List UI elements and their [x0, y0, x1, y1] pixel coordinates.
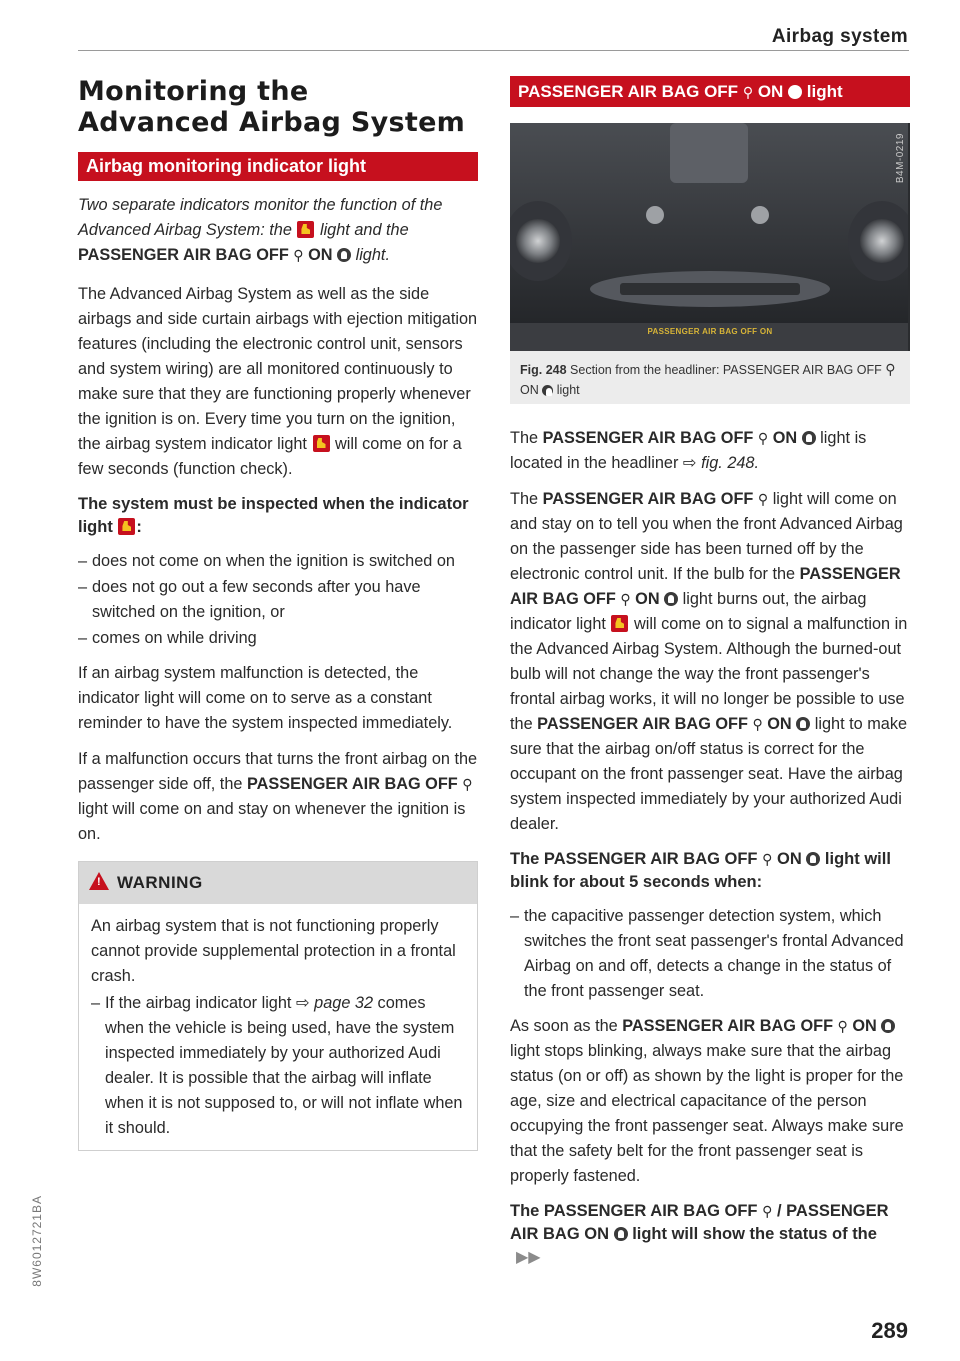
- airbag-indicator-icon: [297, 221, 314, 238]
- passenger-icon: ⚲: [293, 247, 304, 263]
- blink-subhead: The PASSENGER AIR BAG OFF ⚲ ON light will blink for about 5 seconds when:: [510, 850, 891, 891]
- airbag-on-icon: [337, 248, 351, 262]
- warning-text: An airbag system that is not functioning properly cannot provide supplemental protection in a frontal crash.: [91, 917, 456, 985]
- margin-code: 8W6012721BA: [30, 1195, 44, 1287]
- headliner-image: [510, 123, 910, 351]
- airbag-on-icon: [614, 1227, 628, 1241]
- page-title: [78, 76, 478, 138]
- warning-list: [91, 991, 465, 1141]
- paragraph-malfunction: If an airbag system malfunction is detected, the indicator light will come on to serve as a constant reminder to have the system inspected immediately.: [78, 664, 453, 732]
- passenger-icon: ⚲: [620, 591, 631, 607]
- airbag-on-icon: [881, 1019, 895, 1033]
- list-item: – If the airbag indicator light ⇨ page 32 comes when the vehicle is being used, have the system inspected immediately by your authorized Audi dealer. It is possible that the airbag will inflate when it is not supposed to, or will not inflate when it should.: [91, 991, 465, 1141]
- passenger-icon: ⚲: [757, 491, 769, 507]
- headliner-illustration: [510, 123, 908, 351]
- warning-box: [78, 861, 478, 1151]
- airbag-indicator-icon: [313, 435, 330, 452]
- passenger-icon: ⚲: [885, 361, 896, 377]
- left-column: [78, 74, 478, 1151]
- paragraph-passenger-light: The PASSENGER AIR BAG OFF ⚲ light will come on and stay on to tell you when the front Advanced Airbag on the passenger side has been turned off by the electronic control unit. If the bulb for the PASSENGER AIR BAG OFF ⚲ ON light burns out, the airbag indicator light will come on to signal a malfunction in the Advanced Airbag System. Although the burned-out bulb will not change the way the front passenger's frontal airbag works, it will no longer be possible to use the PASSENGER AIR BAG OFF ⚲ ON light to make sure that the airbag on/off status is correct for the occupant on the front passenger seat. Have the airbag system inspected immediately by your authorized Audi dealer.: [510, 487, 910, 837]
- blink-list: [510, 904, 910, 1004]
- right-column: [510, 76, 910, 1279]
- figure-caption: Fig. 248 Section from the headliner: PASSENGER AIR BAG OFF ⚲ ON light: [520, 361, 896, 397]
- airbag-on-icon: [788, 85, 802, 99]
- section-bar: Airbag monitoring indicator light: [78, 152, 478, 181]
- status-subhead: The PASSENGER AIR BAG OFF ⚲ / PASSENGER AIR BAG ON light will show the status of the ▶▶: [510, 1202, 889, 1266]
- warning-triangle-icon: [89, 872, 109, 890]
- title-line-2: Advanced Airbag System: [78, 107, 466, 138]
- section-bar-passenger: PASSENGER AIR BAG OFF ⚲ ON light: [510, 76, 910, 107]
- warning-body: [79, 904, 477, 1150]
- passenger-icon: ⚲: [757, 430, 769, 446]
- list-item: – does not come on when the ignition is switched on: [78, 549, 478, 574]
- airbag-on-icon: [664, 592, 678, 606]
- paragraph-location: The PASSENGER AIR BAG OFF ⚲ ON light is located in the headliner ⇨ fig. 248.: [510, 426, 910, 476]
- header-rule: [78, 50, 909, 51]
- figure-248: [510, 123, 910, 404]
- section-header: Airbag system: [771, 26, 908, 47]
- list-item: – does not go out a few seconds after you have switched on the ignition, or: [78, 575, 478, 625]
- figure-reference-link[interactable]: ⇨ fig. 248.: [682, 454, 760, 472]
- paragraph-passenger-off: If a malfunction occurs that turns the front airbag on the passenger side off, the PASSENGER AIR BAG OFF ⚲ light will come on and stay on whenever the ignition is on.: [78, 750, 478, 843]
- warning-header: !WARNING: [79, 862, 477, 904]
- airbag-on-icon: [806, 852, 820, 866]
- paragraph-monitoring: The Advanced Airbag System as well as the side airbags and side curtain airbags with ejection mitigation features (including the electronic control unit, sensors and system wiring) are all monitored continuously to make sure that they are functioning properly whenever the ignition is on. Every time you turn on the ignition, the airbag system indicator light will come on for a few seconds (function check).: [78, 285, 478, 478]
- page-reference-link[interactable]: ⇨ page 32: [295, 994, 374, 1012]
- paragraph-stop-blinking: As soon as the PASSENGER AIR BAG OFF ⚲ ON light stops blinking, always make sure that the airbag status (on or off) as shown by the light is proper for the age, size and electrical capacitance of the person occupying the front passenger seat. Always make sure that the safety belt for the front passenger seat is properly fastened.: [510, 1014, 910, 1189]
- passenger-icon: ⚲: [752, 716, 763, 732]
- inspection-list: [78, 549, 478, 651]
- airbag-on-icon: [542, 385, 553, 396]
- inspection-subhead: The system must be inspected when the indicator light :: [78, 495, 469, 536]
- airbag-indicator-icon: [611, 615, 628, 632]
- passenger-icon: ⚲: [742, 84, 754, 100]
- list-item: – comes on while driving: [78, 626, 478, 651]
- page-number: 289: [871, 1318, 908, 1343]
- airbag-on-icon: [796, 717, 810, 731]
- list-item: – the capacitive passenger detection system, which switches the front seat passenger's frontal Advanced Airbag on and off, detects a change in the status of the front passenger seat.: [510, 904, 910, 1004]
- airbag-panel-text: PASSENGER AIR BAG OFF ON: [647, 327, 773, 336]
- title-line-1: Monitoring the: [78, 76, 309, 107]
- passenger-icon: ⚲: [762, 851, 773, 867]
- passenger-icon: ⚲: [837, 1018, 848, 1034]
- figure-code: B4M-0219: [895, 133, 906, 184]
- airbag-on-icon: [802, 431, 816, 445]
- airbag-indicator-icon: [118, 518, 135, 535]
- continue-arrow-icon: ▶▶: [516, 1249, 541, 1266]
- intro-text: Two separate indicators monitor the function of the Advanced Airbag System: the light and the PASSENGER AIR BAG OFF ⚲ ON light.: [78, 193, 478, 268]
- passenger-icon: ⚲: [762, 1203, 773, 1219]
- passenger-icon: ⚲: [462, 776, 473, 792]
